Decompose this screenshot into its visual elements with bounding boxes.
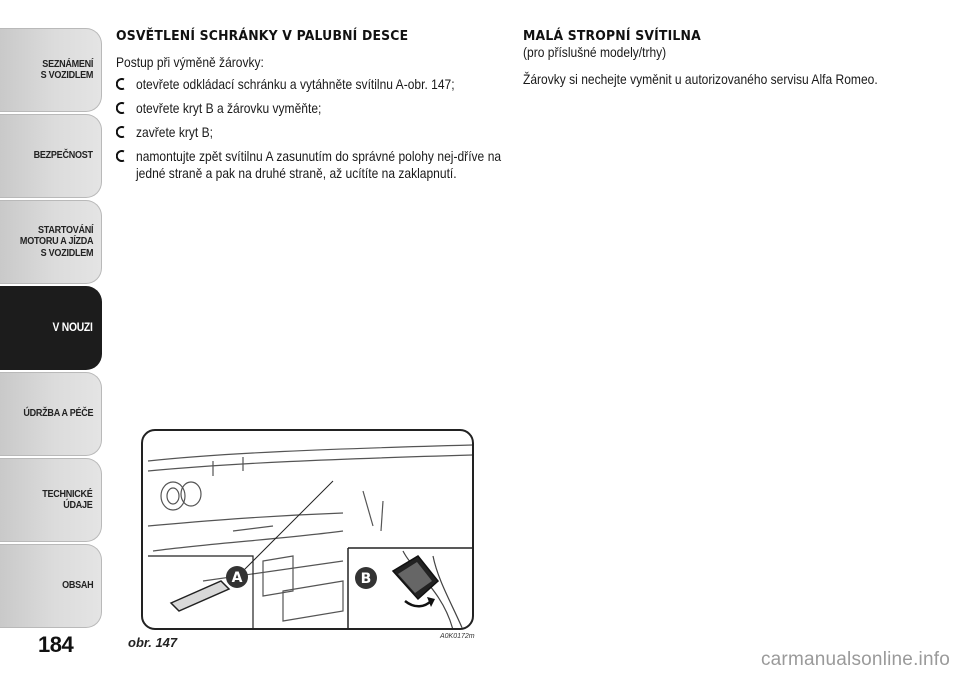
tab-startovani[interactable] <box>0 200 102 284</box>
section-subheading: (pro příslušné modely/trhy) <box>523 44 667 60</box>
figure-caption: obr. 147 <box>128 635 178 650</box>
tab-bezpecnost[interactable] <box>0 114 102 198</box>
watermark: carmanualsonline.info <box>760 649 950 670</box>
tab-v-nouzi[interactable] <box>0 286 102 370</box>
glovebox-light-section <box>116 28 502 189</box>
tab-obsah[interactable] <box>0 544 102 628</box>
tab-seznameni[interactable] <box>0 28 102 112</box>
tab-udrzba[interactable] <box>0 372 102 456</box>
ceiling-light-section <box>523 28 933 88</box>
circle-bullet-icon <box>116 102 128 114</box>
tab-label: TECHNICKÉ ÚDAJE <box>42 487 93 511</box>
tab-label: V NOUZI <box>52 320 93 335</box>
section-heading: OSVĚTLENÍ SCHRÁNKY V PALUBNÍ DESCE <box>116 28 409 44</box>
circle-bullet-icon <box>116 150 128 162</box>
label-a: A <box>231 570 243 586</box>
steps-list <box>116 76 502 182</box>
section-text: Žárovky si nechejte vyměnit u autorizovaného servisu Alfa Romeo. <box>523 71 878 87</box>
list-item: zavřete kryt B; <box>116 124 502 141</box>
list-item: namontujte zpět svítilnu A zasunutím do správné polohy nej-dříve na jedné straně a pak na druhé straně, až ucítíte na zaklapnutí. <box>116 148 502 182</box>
page-number: 184 <box>38 632 74 657</box>
circle-bullet-icon <box>116 126 128 138</box>
tab-label: SEZNÁMENÍ S VOZIDLEM <box>40 57 93 81</box>
figure-glovebox-light <box>141 429 474 630</box>
list-item: otevřete odkládací schránku a vytáhněte svítilnu A-obr. 147; <box>116 76 502 93</box>
circle-bullet-icon <box>116 78 128 90</box>
tab-label: OBSAH <box>61 579 93 592</box>
tab-label: STARTOVÁNÍ MOTORU A JÍZDA S VOZIDLEM <box>19 223 93 259</box>
intro-text: Postup při výměně žárovky: <box>116 54 264 70</box>
tab-label: BEZPEČNOST <box>33 149 93 162</box>
list-item: otevřete kryt B a žárovku vyměňte; <box>116 100 502 117</box>
tab-label: ÚDRŽBA A PÉČE <box>23 407 93 420</box>
section-heading: MALÁ STROPNÍ SVÍTILNA <box>523 28 701 44</box>
label-b: B <box>360 571 372 587</box>
glovebox-illustration <box>143 431 474 630</box>
tab-technicke[interactable] <box>0 458 102 542</box>
figure-code: A0K0172m <box>440 633 475 640</box>
